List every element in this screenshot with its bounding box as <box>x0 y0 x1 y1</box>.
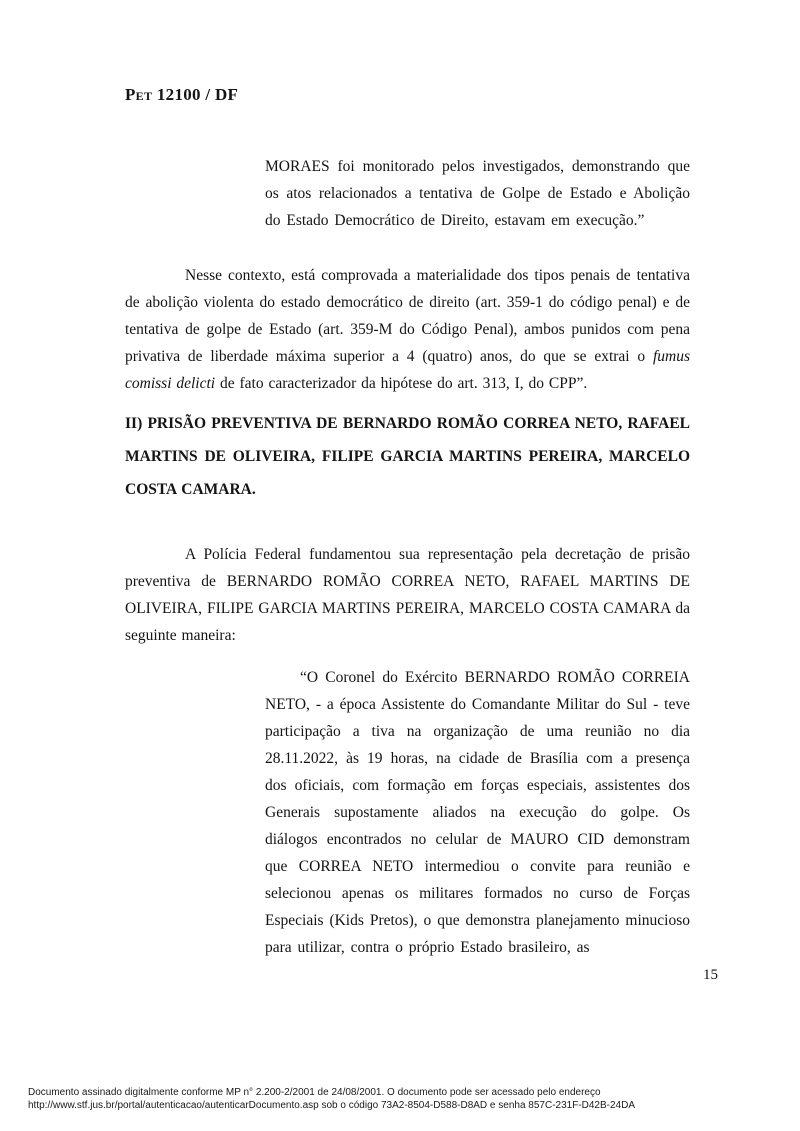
footer-line-1: Documento assinado digitalmente conforme MP n° 2.200-2/2001 de 24/08/2001. O documento pode ser acessado pelo endereço <box>28 1087 601 1098</box>
section-heading-ii: II) PRISÃO PREVENTIVA DE BERNARDO ROMÃO CORREA NETO, RAFAEL MARTINS DE OLIVEIRA, FILIPE GARCIA MARTINS PEREIRA, MARCELO COSTA CAMARA. <box>125 415 690 498</box>
footer-line-2: http://www.stf.jus.br/portal/autenticacao/autenticarDocumento.asp sob o código 73A2-8504-D588-D8AD e senha 857C-231F-D42B-24DA <box>28 1100 636 1111</box>
document-header: Pet 12100 / DF <box>125 85 239 104</box>
paragraph-text-after-italic: de fato caracterizador da hipótese do art. 313, I, do CPP”. <box>215 375 588 392</box>
paragraph-text-before-italic: Nesse contexto, está comprovada a materialidade dos tipos penais de tentativa de abolição violenta do estado democrático de direito (art. 359-1 do código penal) e de tentativa de golpe de Estado (art. 359-M do Código Penal), ambos punidos com pena privativa de liberdade máxima superior a 4 (quatro) anos, do que se extrai o <box>125 267 690 365</box>
quote-block-1: MORAES foi monitorado pelos investigados, demonstrando que os atos relacionados a tentativa de Golpe de Estado e Abolição do Estado Democrático de Direito, estavam em execução.” <box>265 158 690 229</box>
page-number: 15 <box>703 967 718 983</box>
document-footer <box>28 1086 635 1112</box>
quote-block-2: “O Coronel do Exército BERNARDO ROMÃO CORREIA NETO, - a época Assistente do Comandante Militar do Sul - teve participação a tiva na organização de uma reunião no dia 28.11.2022, às 19 horas, na cidade de Brasília com a presença dos oficiais, com formação em forças especiais, assistentes dos Generais supostamente aliados na execução do golpe. Os diálogos encontrados no celular de MAURO CID demonstram que CORREA NETO intermediou o convite para reunião e selecionou apenas os militares formados no curso de Forças Especiais (Kids Pretos), o que demonstra planejamento minucioso para utilizar, contra o próprio Estado brasileiro, as <box>265 669 690 956</box>
paragraph-representacao: A Polícia Federal fundamentou sua representação pela decretação de prisão preventiva de BERNARDO ROMÃO CORREA NETO, RAFAEL MARTINS DE OLIVEIRA, FILIPE GARCIA MARTINS PEREIRA, MARCELO COSTA CAMARA da seguinte maneira: <box>125 546 690 644</box>
paragraph-materialidade <box>125 262 690 397</box>
latin-term-italic: fumus comissi delicti <box>125 348 690 392</box>
